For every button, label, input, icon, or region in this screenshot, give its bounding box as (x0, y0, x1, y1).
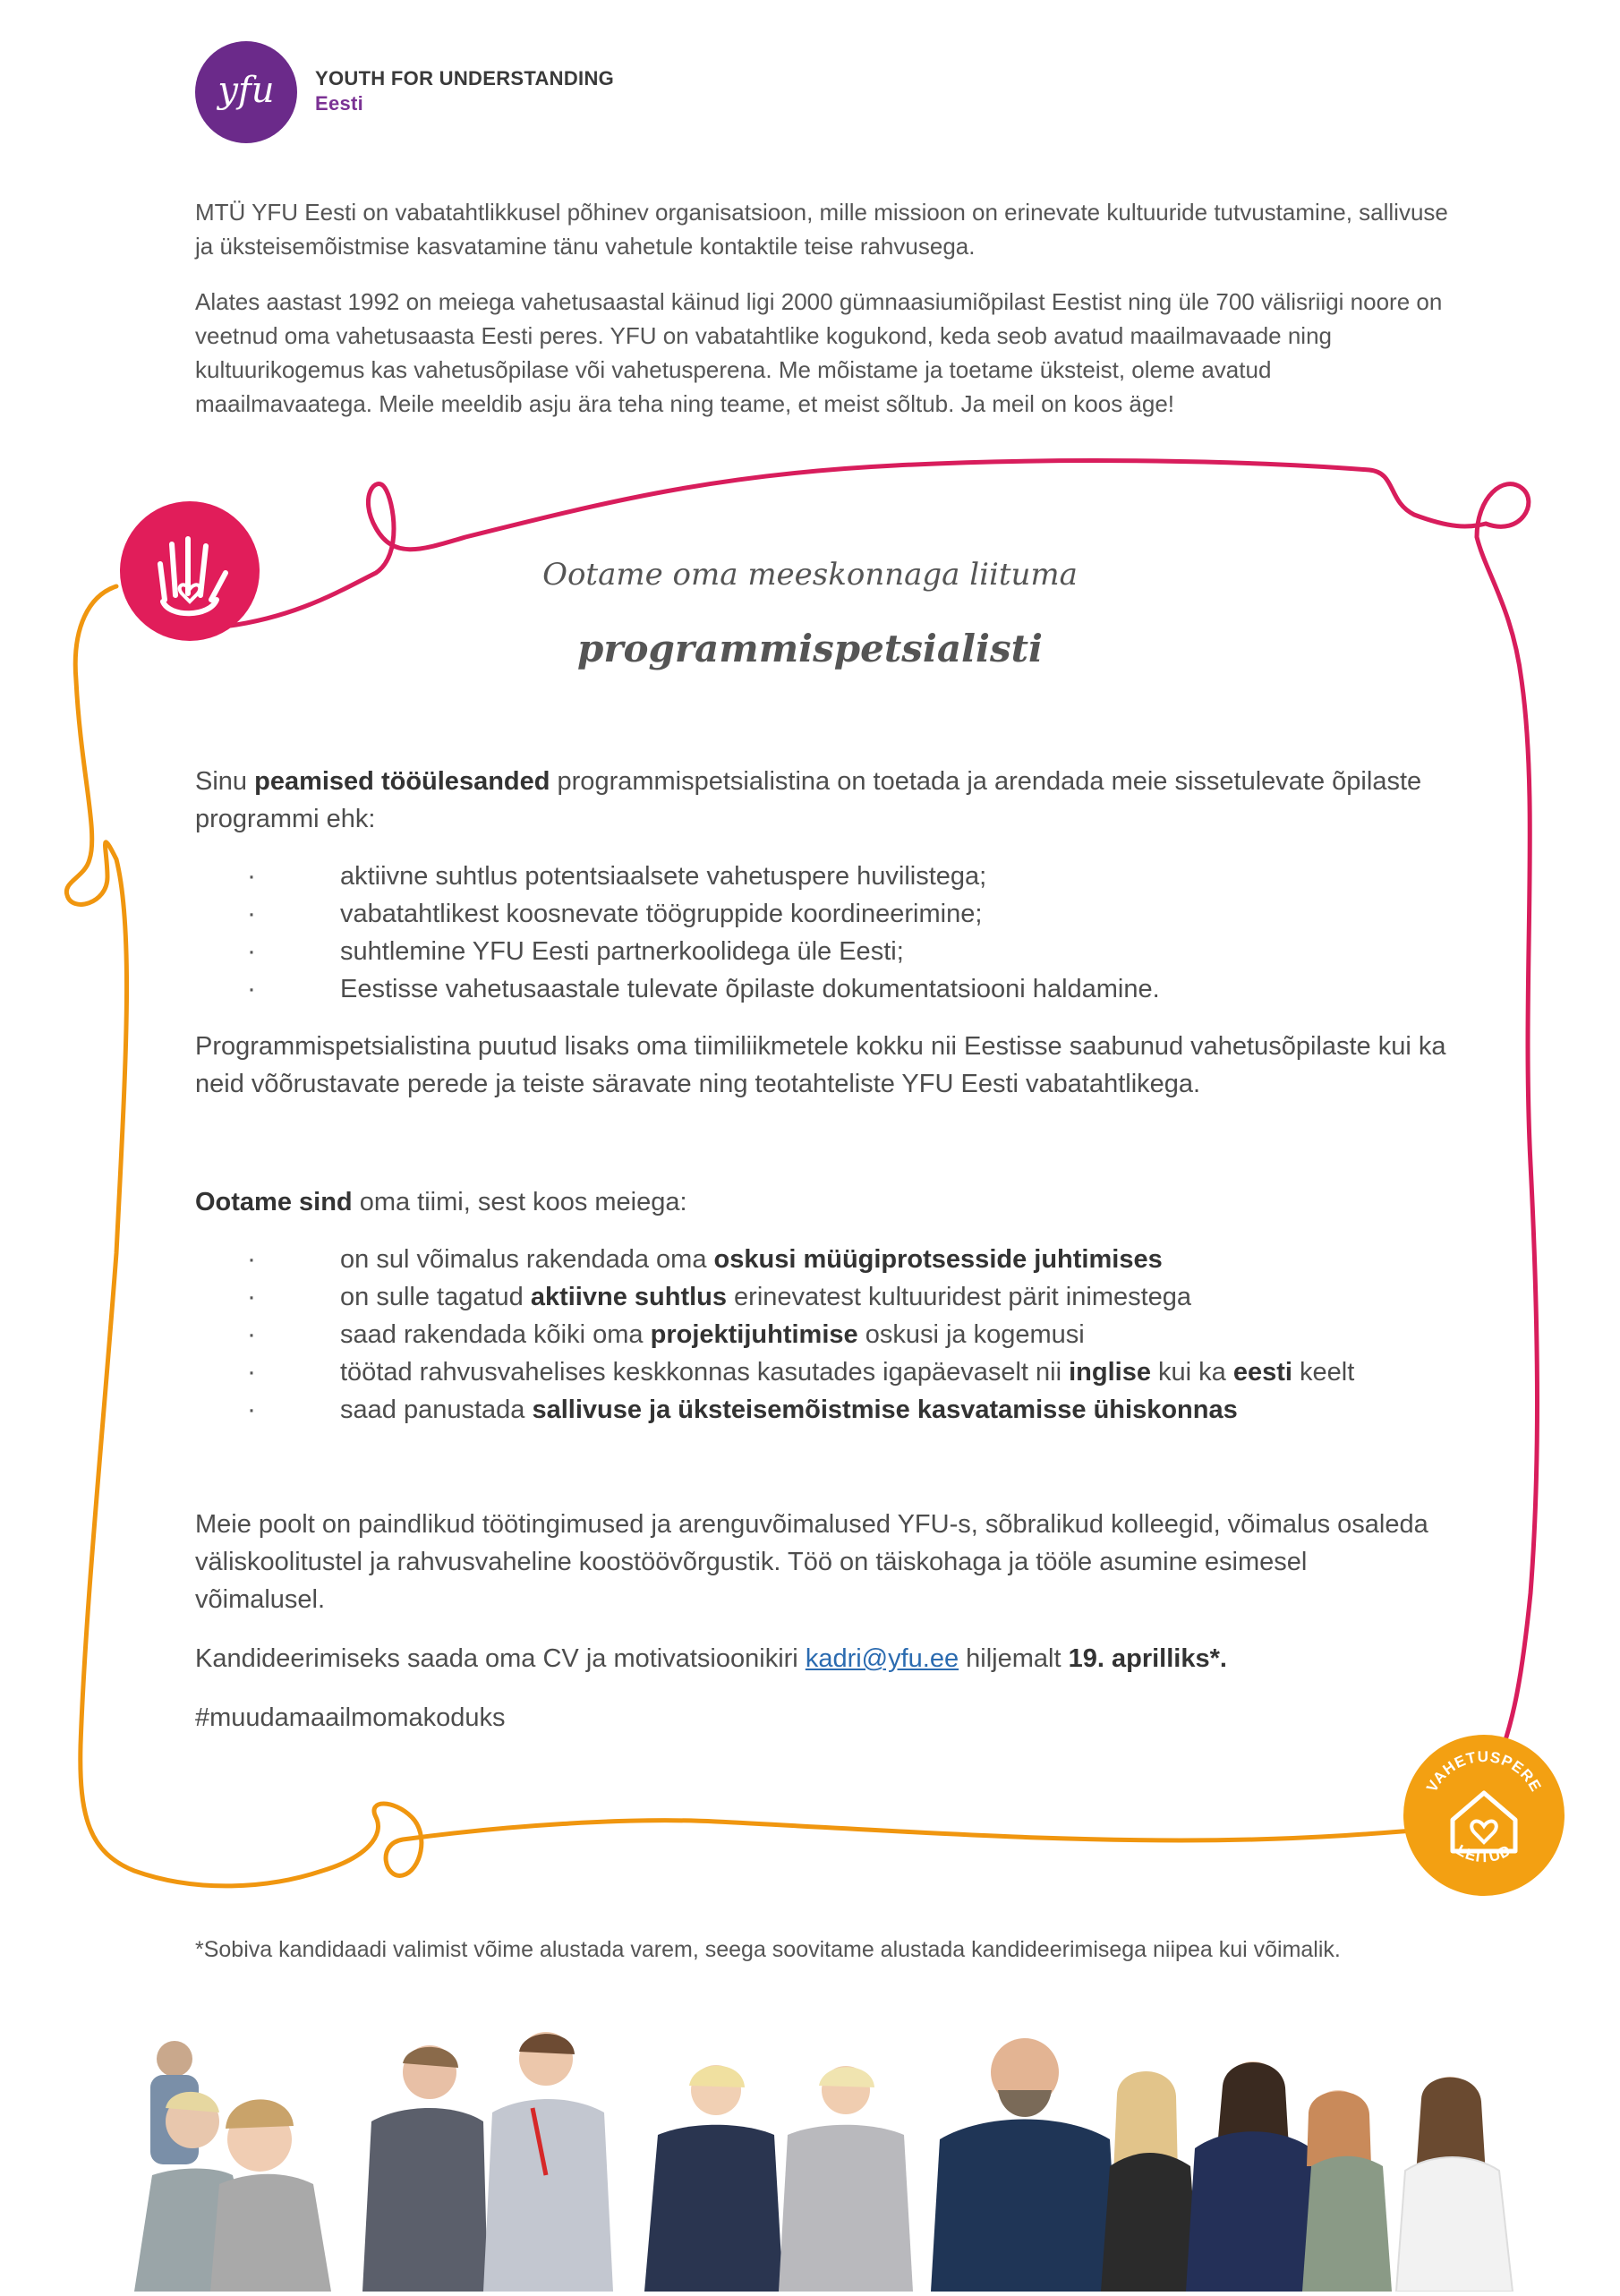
intro-paragraph-2: Alates aastast 1992 on meiega vahetusaastal käinud ligi 2000 gümnaasiumiõpilast Eestist ning üle 700 välisriigi noore on veetnud oma vahetusaasta Eesti peres. YFU on vabatahtlike kogukond, keda seob avatud maailmavaade ning kultuurikogemus kas vahetusõpilase või vahetusperena. Me mõistame ja toetame üksteist, oleme avatud maailmavaatega. Meile meeldib asju ära teha ning teame, et meist sõltub. Ja meil on koos äge! (195, 288, 1443, 417)
list-item: · on sul võimalus rakendada oma oskusi müügiprotsesside juhtimises (195, 1241, 1448, 1278)
hashtag: #muudamaailmomakoduks (195, 1703, 506, 1732)
intro-paragraph-1: MTÜ YFU Eesti on vabatahtlikkusel põhinev organisatsioon, mille missioon on erinevate kultuuride tutvustamine, sallivuse ja üksteisemõistmise kasvatamine tänu vahetule kontaktile teise rahvusega. (195, 199, 1448, 260)
yfu-logo-icon (195, 41, 297, 143)
host-family-found-badge (1403, 1735, 1565, 1896)
house-heart-icon (1403, 1735, 1565, 1896)
list-item: · aktiivne suhtlus potentsiaalsete vahetuspere huvilistega; (195, 858, 1448, 895)
list-item: · vabatahtlikest koosnevate töögruppide koordineerimine; (195, 895, 1448, 933)
email-link[interactable]: kadri@yfu.ee (805, 1644, 959, 1673)
logo-org-name: YOUTH FOR UNDERSTANDING (315, 67, 615, 90)
tasks-list (195, 858, 1448, 1008)
list-item: · suhtlemine YFU Eesti partnerkoolidega üle Eesti; (195, 933, 1448, 970)
apply-paragraph: Kandideerimiseks saada oma CV ja motivatsioonikiri kadri@yfu.ee hiljemalt 19. aprilliks*. (195, 1644, 1227, 1673)
logo-country: Eesti (315, 92, 364, 115)
tasks-intro: Sinu peamised tööülesanded programmispetsialistina on toetada ja arendada meie sissetulevate õpilaste programmi ehk: (195, 767, 1422, 833)
team-photo (0, 2023, 1620, 2292)
list-item: · on sulle tagatud aktiivne suhtlus erinevatest kultuuridest pärit inimestega (195, 1278, 1448, 1316)
footnote: *Sobiva kandidaadi valimist võime alustada varem, seega soovitame alustada kandideerimisega niipea kui võimalik. (195, 1937, 1341, 1962)
list-item: · Eestisse vahetusaastale tulevate õpilaste dokumentatsiooni haldamine. (195, 970, 1448, 1008)
team-people-illustration (0, 2023, 1620, 2292)
job-heading-intro: Ootame oma meeskonnaga liituma (542, 557, 1078, 593)
job-title: programmispetsialisti (577, 627, 1043, 670)
list-item: · töötad rahvusvahelises keskkonnas kasutades igapäevaselt nii inglise kui ka eesti keelt (195, 1353, 1448, 1391)
svg-text:VAHETUSPERE: VAHETUSPERE (1423, 1747, 1545, 1796)
offer-list (195, 1241, 1448, 1429)
tasks-extra: Programmispetsialistina puutud lisaks oma tiimiliikmetele kokku nii Eestisse saabunud vahetusõpilaste kui ka neid võõrustavate perede ja teiste säravate ning teotahteliste YFU Eesti vabatahtlikega. (195, 1032, 1446, 1098)
list-item: · saad rakendada kõiki oma projektijuhtimise oskusi ja kogemusi (195, 1316, 1448, 1353)
list-item: · saad panustada sallivuse ja üksteisemõistmise kasvatamisse ühiskonnas (195, 1391, 1448, 1429)
yfu-logo-mark (195, 41, 297, 143)
svg-text:LEITUD: LEITUD (1454, 1841, 1514, 1866)
svg-text:yfu: yfu (217, 70, 275, 111)
logo-wordmark (315, 66, 614, 116)
conditions-paragraph: Meie poolt on paindlikud töötingimused ja arenguvõimalused YFU-s, sõbralikud kolleegid, võimalus osaleda väliskoolitustel ja rahvusvaheline koostöövõrgustik. Töö on täiskohaga ja tööle asumine esimesel võimalusel. (195, 1510, 1428, 1614)
offer-intro: Ootame sind oma tiimi, sest koos meiega: (195, 1188, 687, 1216)
